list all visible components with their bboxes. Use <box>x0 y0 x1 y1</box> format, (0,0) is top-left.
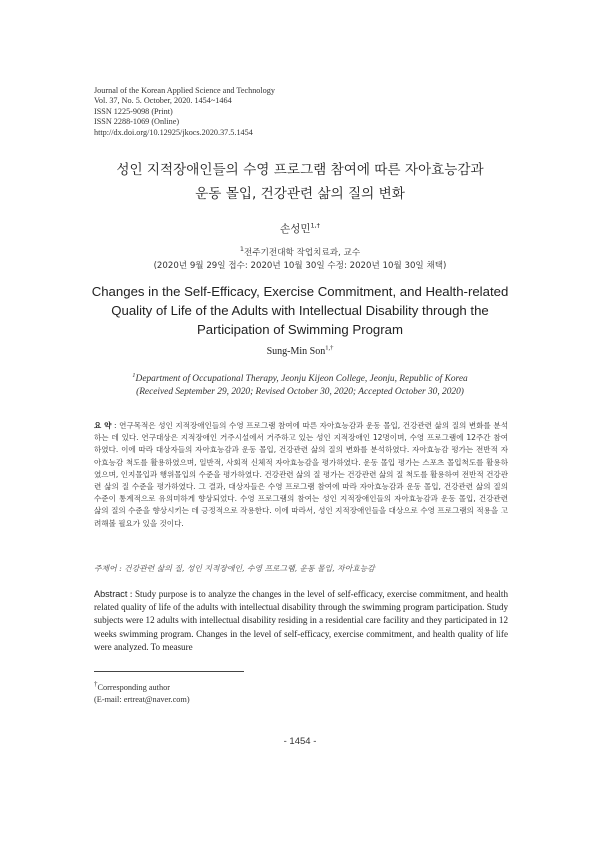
english-title <box>40 282 560 339</box>
english-affiliation <box>40 373 560 398</box>
english-abstract-text: : Study purpose is to analyze the changes in the level of self-efficacy, exercise commitment, and health related quality of life of the adults with intellectual disability through the swimming program participation. Study subjects were 12 adults with intellectual disability residing in a residential care facility and they participated in 12 weeks swimming program. Changes in the level of self-efficacy, exercise commitment, and health quality of life were analyzed. To measure <box>94 589 508 652</box>
journal-info <box>94 86 514 138</box>
english-title-line-2: Quality of Life of the Adults with Intellectual Disability through the <box>111 303 489 318</box>
korean-affiliation <box>40 247 560 273</box>
english-abstract <box>94 588 508 654</box>
footnote <box>94 679 394 707</box>
doi-link[interactable]: http://dx.doi.org/10.12925/jkocs.2020.37.5.1454 <box>94 127 253 137</box>
footnote-label: Corresponding author <box>97 682 171 692</box>
issn-online: ISSN 2288-1069 (Online) <box>94 117 180 127</box>
english-dates: (Received September 29, 2020; Revised October 30, 2020; Accepted October 30, 2020) <box>136 386 464 397</box>
korean-abstract-label: 요 약 <box>94 421 112 430</box>
korean-dates: (2020년 9월 29일 접수: 2020년 10월 30일 수정: 2020년 10월 30일 채택) <box>153 261 447 271</box>
page-number: - 1454 - <box>283 736 317 747</box>
korean-abstract-text: : 연구목적은 성인 지적장애인들의 수영 프로그램 참여에 따른 자아효능감과 운동 몰입, 건강관련 삶의 질의 변화를 분석하는 데 있다. 연구대상은 지적장애인 거주시설에서 거주하고 있는 성인 지적장애인 12명이며, 수영 프로그램에 12주간 참여하였다. 이에 따라 대상자들의 자아효능감과 운동 몰입, 건강관련 삶의 질의 변화를 분석하였다. 자아효능감 평가는 전반적 자아효능감 척도를 활용하였으며, 일반적, 사회적 신체적 자아효능감을 평가하였다. 운동 몰입 평가는 스포츠 몰입척도를 활용하였으며, 인지몰입과 행위몰입의 수준을 평가하였다. 건강관련 삶의 질 평가는 건강관련 삶의 질 척도를 활용하여 전반적 건강관련 삶의 질 수준을 평가하였다. 그 결과, 대상자들은 수영 프로그램 참여에 따라 자아효능감과 운동 몰입, 건강관련 삶의 질의 수준이 통계적으로 유의미하게 향상되었다. 수영 프로그램의 참여는 성인 지적장애인들의 자아효능감과 운동 몰입, 건강관련 삶의 질의 수준을 향상시키는 데 긍정적으로 작용한다. 이에 따라서, 성인 지적장애인들을 대상으로 수영 프로그램의 적용을 고려해볼 필요가 있을 것이다. <box>94 421 508 528</box>
footnote-dagger: † <box>94 681 98 688</box>
issn-print: ISSN 1225-9098 (Print) <box>94 106 173 116</box>
english-affiliation-mark: 1 <box>132 371 136 379</box>
english-abstract-label: Abstract <box>94 589 128 599</box>
korean-title-line-1: 성인 지적장애인들의 수영 프로그램 참여에 따른 자아효능감과 <box>116 162 484 178</box>
english-author <box>40 346 560 357</box>
korean-keywords: 주제어 : 건강관련 삶의 질, 성인 지적장애인, 수영 프로그램, 운동 몰입, 자아효능감 <box>94 564 375 573</box>
korean-affiliation-department: 전주기전대학 작업치료과, 교수 <box>244 248 361 258</box>
english-title-line-3: Participation of Swimming Program <box>197 322 403 337</box>
korean-author-name: 손성민 <box>280 223 311 235</box>
korean-title <box>40 158 560 206</box>
journal-name: Journal of the Korean Applied Science and Technology <box>94 86 275 95</box>
english-title-line-1: Changes in the Self-Efficacy, Exercise Commitment, and Health-related <box>91 284 509 299</box>
footnote-divider <box>94 671 244 672</box>
korean-author-marks: 1,† <box>310 221 320 230</box>
english-author-name: Sung-Min Son <box>266 346 326 357</box>
english-author-marks: 1,† <box>325 344 334 352</box>
footnote-email[interactable]: (E-mail: ertreat@naver.com) <box>94 695 190 705</box>
journal-volume: Vol. 37, No. 5. October, 2020. 1454~1464 <box>94 96 232 106</box>
korean-affiliation-mark: 1 <box>239 245 244 254</box>
korean-abstract <box>94 420 508 530</box>
korean-author <box>40 221 560 236</box>
korean-title-line-2: 운동 몰입, 건강관련 삶의 질의 변화 <box>195 186 405 202</box>
english-affiliation-department: Department of Occupational Therapy, Jeonju Kijeon College, Jeonju, Republic of Korea <box>135 374 468 384</box>
